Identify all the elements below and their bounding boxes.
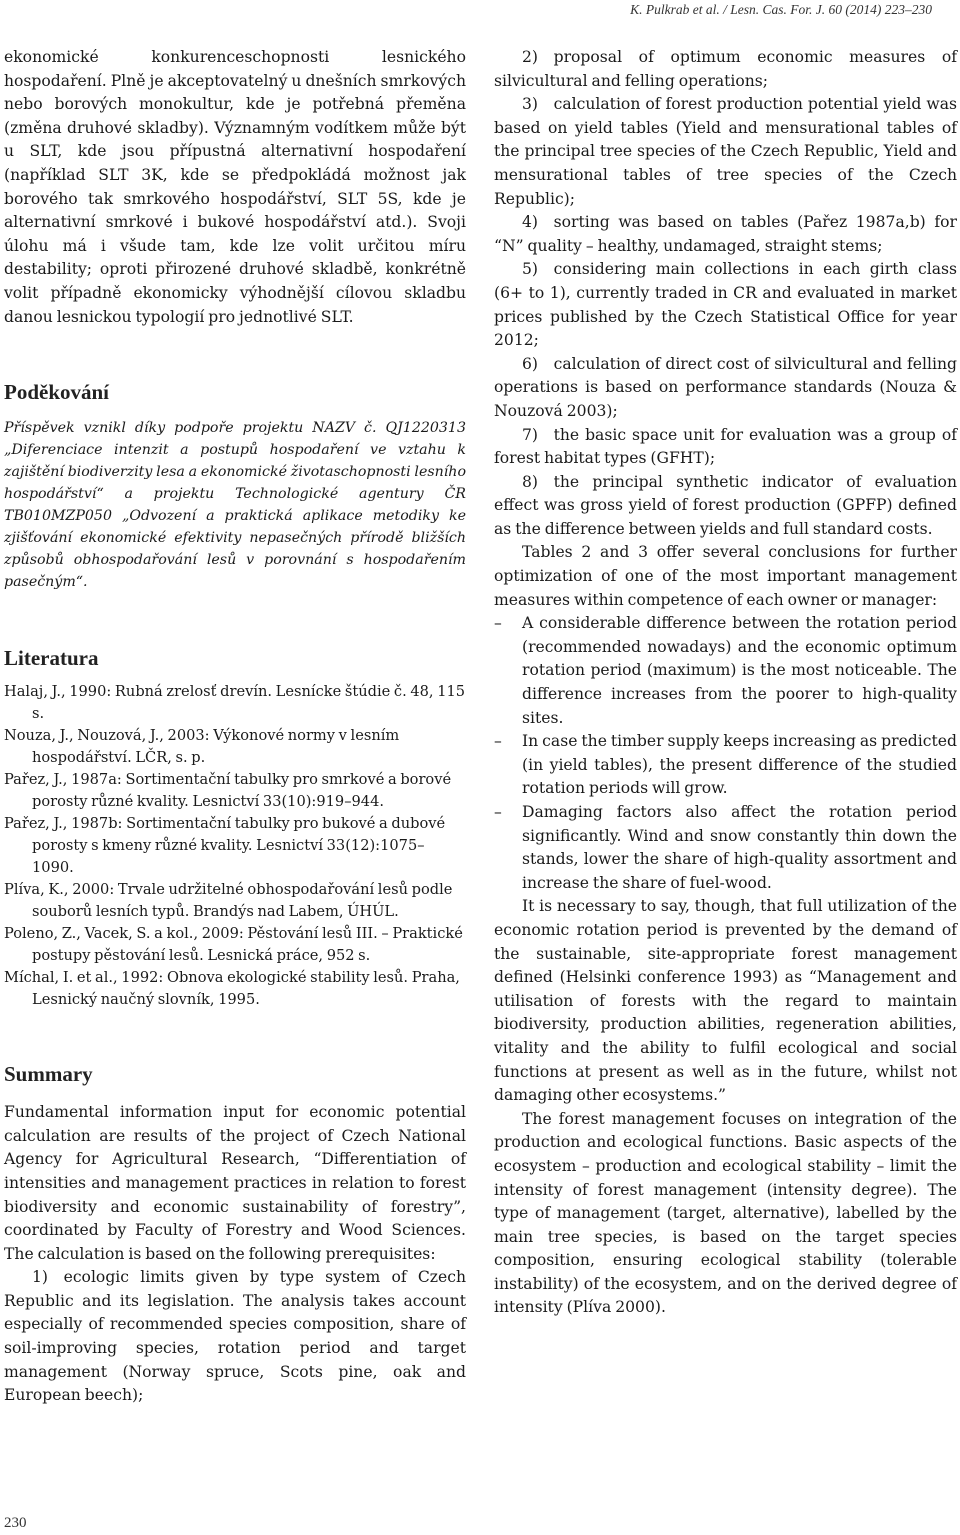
conclusion-text: A considerable difference between the rotation period (recommended nowadays) and the economic optimum rotation period (maximum) is the most noticeable. The difference increases from the poorer to high-quality sites. (522, 614, 957, 727)
reference-item: Plíva, K., 2000: Trvale udržitelné obhospodařování lesů podle souborů lesních typů. Brandýs nad Labem, ÚHÚL. (4, 881, 453, 921)
references-heading: Literatura (4, 646, 99, 671)
acknowledgement-heading: Poděkování (4, 380, 110, 405)
summary-heading: Summary (4, 1062, 93, 1087)
reference-item: Pařez, J., 1987a: Sortimentační tabulky pro smrkové a borové porosty různé kvality. Lesnictví 33(10):919–944. (4, 771, 452, 811)
running-head: K. Pulkrab et al. / Lesn. Cas. For. J. 60 (2014) 223–230 (630, 2, 932, 17)
reference-item: Míchal, I. et al., 1992: Obnova ekologické stability lesů. Praha, Lesnický naučný slovník, 1995. (4, 969, 460, 1009)
management-focus-paragraph: The forest management focuses on integration of the production and ecological functions. Basic aspects of the ecosystem – production and ecological stability – limit the intensity of forest management (intensity degree). The type of management (target, alternative), labelled by the main tree species, is based on the target species composition, ensuring ecological stability (tolerable instability) of the ecosystem, and on the derived degree of intensity (Plíva 2000). (494, 1109, 957, 1317)
summary-item-5: 5) considering main collections in each girth class (6+ to 1), currently traded in CR and evaluated in market prices published by the Czech Statistical Office for year 2012; (494, 260, 957, 350)
summary-item-1: 1) ecologic limits given by type system of Czech Republic and its legislation. The analysis takes account especially of recommended species composition, share of soil-improving species, rotation period and target management (Norway spruce, Scots pine, oak and European beech); (4, 1268, 466, 1405)
acknowledgement-text: Příspěvek vznikl díky podpoře projektu NAZV č. QJ1220313 „Diferenciace intenzit a postupů hospodaření ve vztahu k zajištění biodiverzity lesa a ekonomické životaschopnosti lesního hospodářství“ a projektu Technologické agentury ČR TB010MZP050 „Odvození a praktická aplikace metodiky ke zjišťování ekonomické efektivity nepasečných přírodě bližších způsobů obhospodařování lesů v porovnání s hospodařením pasečným“. (4, 420, 466, 591)
reference-item: Pařez, J., 1987b: Sortimentační tabulky pro bukové a dubové porosty s kmeny různé kvality. Lesnictví 33(12):1075–1090. (4, 815, 446, 877)
reference-item: Halaj, J., 1990: Rubná zrelosť drevín. Lesnícke štúdie č. 48, 115 s. (4, 683, 466, 723)
conclusion-text: Damaging factors also affect the rotation period significantly. Wind and snow constantly thin down the stands, lower the share of high-quality assortment and increase the share of fuel-wood. (522, 803, 957, 892)
right-column (494, 46, 957, 1320)
summary-item-6: 6) calculation of direct cost of silvicultural and felling operations is based on performance standards (Nouza & Nouzová 2003); (494, 354, 957, 420)
conclusion-bullet (494, 612, 957, 730)
left-column (4, 46, 466, 1408)
summary-item-4: 4) sorting was based on tables (Pařez 1987a,b) for “N” quality – healthy, undamaged, straight stems; (494, 213, 957, 255)
conclusion-bullet (494, 801, 957, 895)
conclusion-text: In case the timber supply keeps increasing as predicted (in yield tables), the present difference of the studied rotation periods will grow. (522, 732, 957, 798)
summary-paragraph: Fundamental information input for economic potential calculation are results of the project of Czech National Agency for Agricultural Research, “Differentiation of intensities and management practices in relation to forest biodiversity and economic sustainability of forestry”, coordinated by Faculty of Forestry and Wood Sciences. The calculation is based on the following prerequisites: (4, 1103, 466, 1263)
dash-marker: – (494, 732, 502, 751)
dash-marker: – (494, 614, 502, 633)
tables-paragraph: Tables 2 and 3 offer several conclusions for further optimization of one of the most important management measures within competence of each owner or manager: (494, 543, 957, 609)
summary-item-7: 7) the basic space unit for evaluation was a group of forest habitat types (GFHT); (494, 425, 957, 468)
summary-item-3: 3) calculation of forest production potential yield was based on yield tables (Yield and mensurational tables of the principal tree species of the Czech Republic, Yield and mensurational tables of tree species of the Czech Republic); (494, 95, 957, 208)
reference-item: Nouza, J., Nouzová, J., 2003: Výkonové normy v lesním hospodářství. LČR, s. p. (4, 727, 400, 767)
intro-paragraph: ekonomické konkurenceschopnosti lesnického hospodaření. Plně je akceptovatelný u dnešních smrkových nebo borových monokultur, kde je potřebná přeměna (změna druhové skladby). Významným vodítkem může být u SLT, kde jsou přípustná alternativní hospodaření (například SLT 3K, kde se předpokládá možnost jak borového tak smrkového hospodářství, SLT 5S, kde je alternativní smrkové i bukové hospodářství atd.). Svoji úlohu má i všude tam, kde lze volit určitou míru destability; oproti přirozené druhové skladbě, konkrétně volit případně ekonomicky výhodnější cílovou skladbu danou lesnickou typologií pro jednotlivé SLT. (4, 48, 466, 326)
reference-item: Poleno, Z., Vacek, S. a kol., 2009: Pěstování lesů III. – Praktické postupy pěstování lesů. Lesnická práce, 952 s. (4, 925, 463, 965)
page-number: 230 (4, 1515, 27, 1531)
reference-list (4, 681, 466, 1011)
necessary-paragraph: It is necessary to say, though, that full utilization of the economic rotation period is prevented by the demand of the sustainable, site-appropriate forest management defined (Helsinki conference 1993) as “Management and utilisation of forests with the regard to maintain biodiversity, production abilities, regeneration abilities, vitality and the ability to fulfil ecological and social functions at present as well as in the future, whilst not damaging other ecosystems.” (494, 897, 957, 1105)
summary-item-2: 2) proposal of optimum economic measures of silvicultural and felling operations; (494, 48, 957, 90)
summary-item-8: 8) the principal synthetic indicator of evaluation effect was gross yield of forest production (GPFP) defined as the difference between yields and full standard costs. (494, 472, 957, 538)
dash-marker: – (494, 803, 502, 821)
conclusion-bullet (494, 730, 957, 801)
